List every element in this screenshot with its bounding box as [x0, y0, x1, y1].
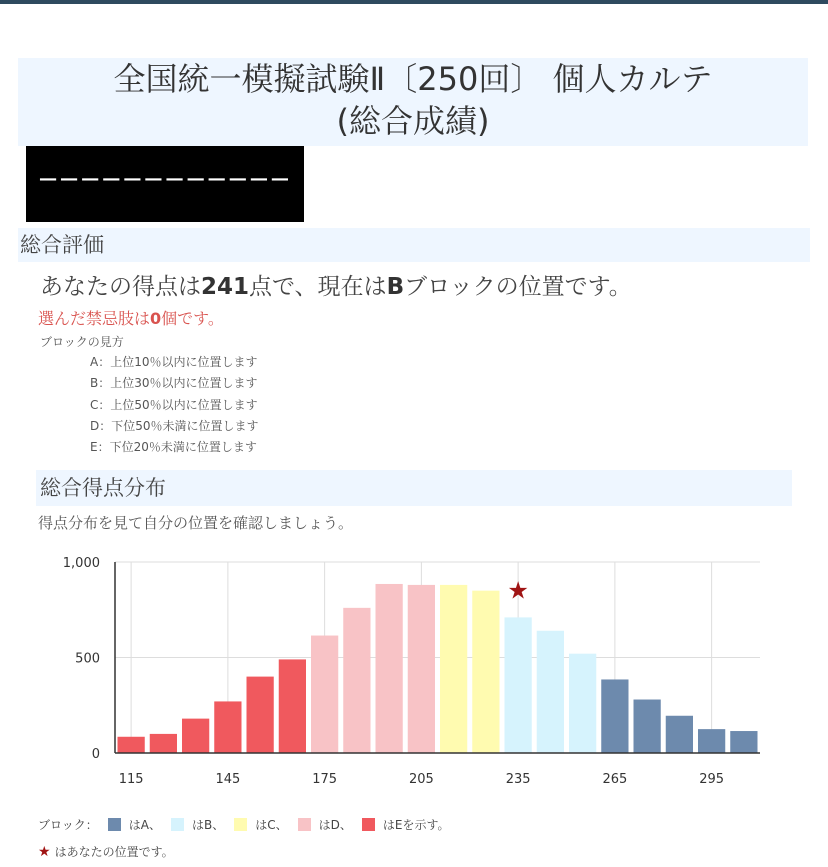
distribution-subtitle: 得点分布を見て自分の位置を確認しましょう。	[38, 514, 354, 532]
taboo-count: 0	[150, 309, 162, 328]
block-rule-a: A：上位10％以内に位置します	[90, 355, 258, 369]
x-tick-label: 175	[312, 772, 338, 787]
y-tick-label: 500	[75, 651, 100, 667]
legend-label-c: はC、	[255, 818, 288, 832]
bar	[537, 631, 564, 753]
bar	[214, 701, 241, 753]
y-tick-label: 1,000	[62, 556, 100, 571]
block-rule-d: D：下位50％未満に位置します	[90, 419, 259, 433]
bar	[569, 654, 596, 753]
legend-swatch-d	[298, 818, 311, 831]
redacted-name: ‒‒‒‒‒‒‒‒‒‒‒‒	[26, 146, 304, 222]
x-tick-label: 265	[602, 772, 628, 787]
star-note-text: はあなたの位置です。	[54, 845, 174, 859]
legend-swatch-a	[108, 818, 121, 831]
block-rule-c: C：上位50％以内に位置します	[90, 398, 258, 412]
distribution-heading: 総合得点分布	[36, 470, 792, 506]
block-rule-b: B：上位30％以内に位置します	[90, 376, 258, 390]
x-tick-label: 295	[699, 772, 725, 787]
legend-label-a: はA、	[128, 818, 161, 832]
bar	[601, 679, 628, 753]
legend-prefix: ブロック：	[38, 818, 98, 832]
chart-legend	[38, 816, 449, 833]
score-distribution-chart	[0, 540, 828, 800]
taboo-summary	[38, 306, 224, 329]
position-star-marker: ★	[507, 576, 529, 605]
score-value: 241	[201, 274, 250, 300]
bar	[279, 659, 306, 753]
star-icon: ★	[38, 844, 51, 860]
bar	[634, 700, 661, 753]
bar	[118, 737, 145, 753]
x-tick-label: 235	[505, 772, 531, 787]
block-rule-e: E：下位20％未満に位置します	[90, 440, 257, 454]
bar	[247, 677, 274, 753]
bar	[150, 734, 177, 753]
bar	[311, 636, 338, 753]
summary-post: ブロックの位置です。	[404, 274, 632, 300]
block-help-title: ブロックの見方	[40, 335, 124, 349]
page-title	[18, 58, 808, 146]
bar	[440, 585, 467, 753]
summary-mid: 点で、現在は	[249, 274, 387, 300]
legend-label-d: はD、	[318, 818, 352, 832]
top-border	[0, 0, 828, 4]
bar	[182, 719, 209, 753]
summary-pre: あなたの得点は	[40, 274, 201, 300]
bar	[472, 591, 499, 753]
bar	[376, 584, 403, 753]
title-line-2: (総合成績)	[336, 102, 490, 140]
bar	[408, 585, 435, 753]
x-tick-label: 115	[118, 772, 144, 787]
star-note	[38, 843, 174, 860]
legend-label-e: はEを示す。	[382, 818, 450, 832]
x-tick-label: 145	[215, 772, 241, 787]
legend-swatch-e	[362, 818, 375, 831]
bar	[730, 731, 757, 753]
legend-swatch-c	[234, 818, 247, 831]
x-tick-label: 205	[408, 772, 434, 787]
bar	[666, 716, 693, 753]
bar	[343, 608, 370, 753]
y-tick-label: 0	[91, 747, 100, 762]
bar	[505, 617, 532, 753]
legend-swatch-b	[171, 818, 184, 831]
taboo-pre: 選んだ禁忌肢は	[38, 309, 151, 328]
overall-heading: 総合評価	[18, 228, 810, 262]
block-value: B	[386, 274, 405, 300]
bar	[698, 729, 725, 753]
score-summary	[40, 268, 632, 301]
taboo-post: 個です。	[161, 309, 224, 328]
legend-label-b: はB、	[191, 818, 225, 832]
title-line-1: 全国統一模擬試験Ⅱ〔250回〕 個人カルテ	[113, 60, 713, 98]
